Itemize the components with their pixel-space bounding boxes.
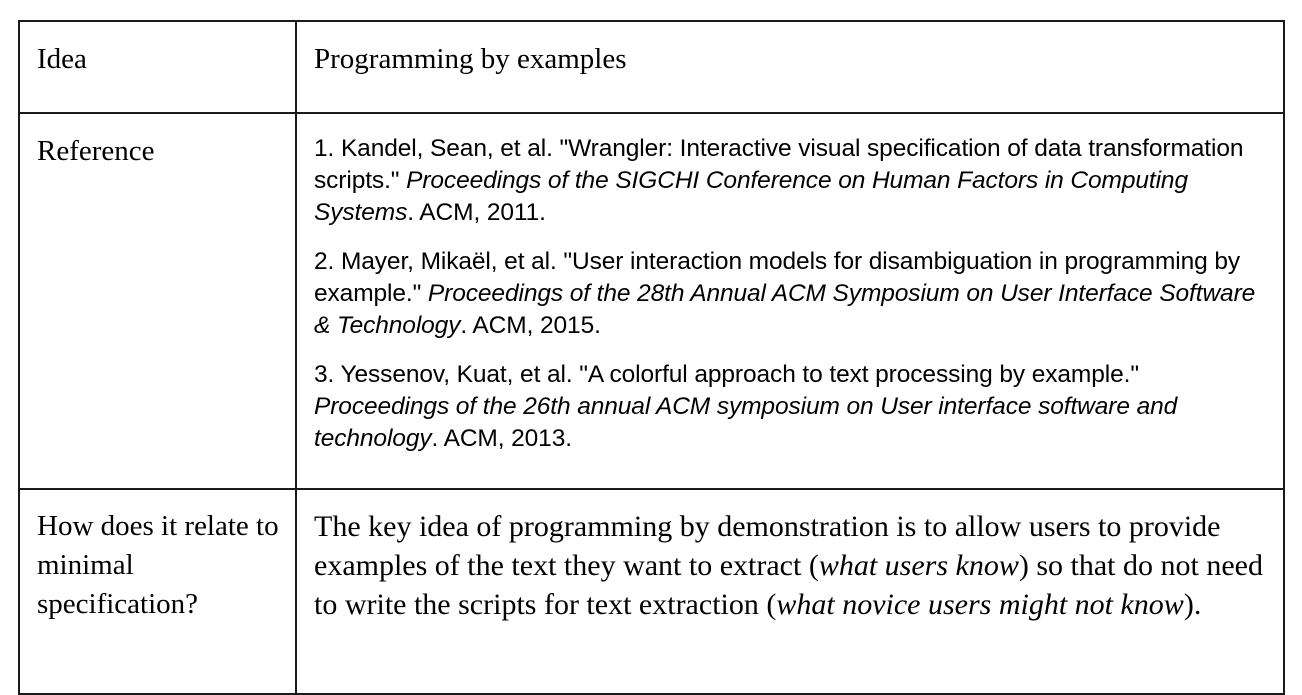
relation-text (296, 489, 1284, 694)
reference-label: Reference (19, 113, 296, 489)
reference-list (296, 113, 1284, 489)
relation-label: How does it relate to minimal specification? (19, 489, 296, 694)
idea-value: Programming by examples (296, 21, 1284, 113)
idea-label: Idea (19, 21, 296, 113)
table-row-idea (19, 21, 1284, 113)
reference-item-3 (314, 359, 1269, 455)
reference-3-venue: Proceedings of the 26th annual ACM symposium on User interface software and technology (314, 393, 1178, 452)
relation-text-part-1: The key idea of programming by demonstration is to allow users to provide examples of the text they want to extract ( (314, 510, 1221, 582)
reference-2-tail: . ACM, 2015. (460, 312, 601, 339)
relation-text-part-3: ). (1183, 588, 1202, 621)
table-row-relation (19, 489, 1284, 694)
reference-1-venue: Proceedings of the SIGCHI Conference on Human Factors in Computing Systems (314, 167, 1188, 226)
relation-text-part-2: ) so that do not need to write the scripts for text extraction ( (314, 549, 1263, 621)
reference-3-lead: 3. Yessenov, Kuat, et al. "A colorful approach to text processing by example." (314, 361, 1139, 388)
relation-emphasis-1: what users know (818, 549, 1019, 582)
reference-2-venue: Proceedings of the 28th Annual ACM Symposium on User Interface Software & Technology (314, 280, 1256, 339)
reference-1-tail: . ACM, 2011. (407, 199, 546, 226)
reference-3-tail: . ACM, 2013. (431, 425, 572, 452)
reference-2-lead: 2. Mayer, Mikaël, et al. "User interaction models for disambiguation in programming by example." (314, 248, 1241, 307)
idea-document (18, 20, 1283, 641)
reference-1-lead: 1. Kandel, Sean, et al. "Wrangler: Interactive visual specification of data transformation scripts." (314, 135, 1244, 194)
relation-emphasis-2: what novice users might not know (776, 588, 1184, 621)
table-row-reference (19, 113, 1284, 489)
reference-item-2 (314, 246, 1269, 342)
reference-item-1 (314, 133, 1269, 229)
idea-table (18, 20, 1285, 695)
